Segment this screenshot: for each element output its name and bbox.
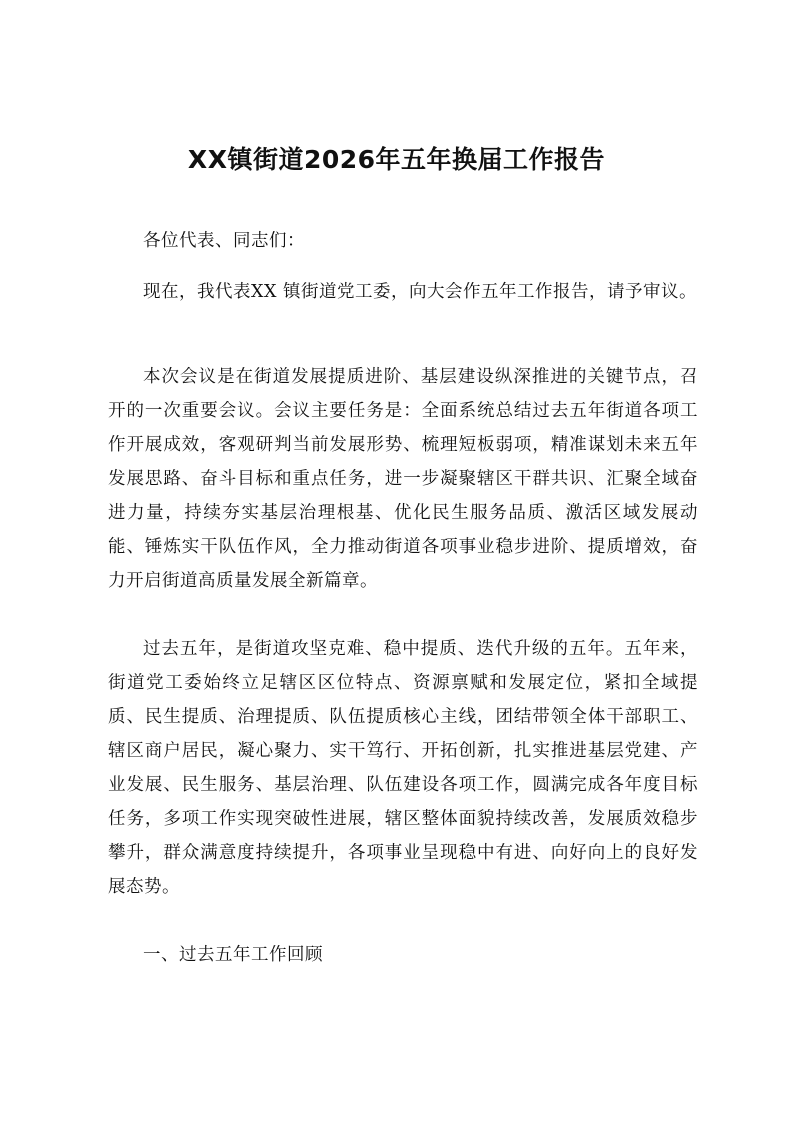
meeting-paragraph: 本次会议是在街道发展提质进阶、基层建设纵深推进的关键节点，召开的一次重要会议。会议主要任务是：全面系统总结过去五年街道各项工作开展成效，客观研判当前发展形势、梳理短板弱项，精准谋划未来五年发展思路、奋斗目标和重点任务，进一步凝聚辖区干群共识、汇聚全域奋进力量，持续夯实基层治理根基、优化民生服务品质、激活区域发展动能、锤炼实干队伍作风，全力推动街道各项事业稳步进阶、提质增效，奋力开启街道高质量发展全新篇章。 [108, 367, 698, 591]
document-title: XX镇街道2026年五年换届工作报告 [187, 145, 606, 174]
section-heading: 一、过去五年工作回顾 [143, 945, 323, 965]
intro-paragraph: 现在，我代表XX 镇街道党工委，向大会作五年工作报告，请予审议。 [143, 282, 697, 302]
greeting-paragraph: 各位代表、同志们： [143, 231, 305, 251]
past-five-years-paragraph: 过去五年，是街道攻坚克难、稳中提质、迭代升级的五年。五年来，街道党工委始终立足辖区区位特点、资源禀赋和发展定位，紧扣全域提质、民生提质、治理提质、队伍提质核心主线，团结带领全体干部职工、辖区商户居民，凝心聚力、实干笃行、开拓创新，扎实推进基层党建、产业发展、民生服务、基层治理、队伍建设各项工作，圆满完成各年度目标任务，多项工作实现突破性进展，辖区整体面貌持续改善，发展质效稳步攀升，群众满意度持续提升，各项事业呈现稳中有进、向好向上的良好发展态势。 [108, 639, 698, 897]
